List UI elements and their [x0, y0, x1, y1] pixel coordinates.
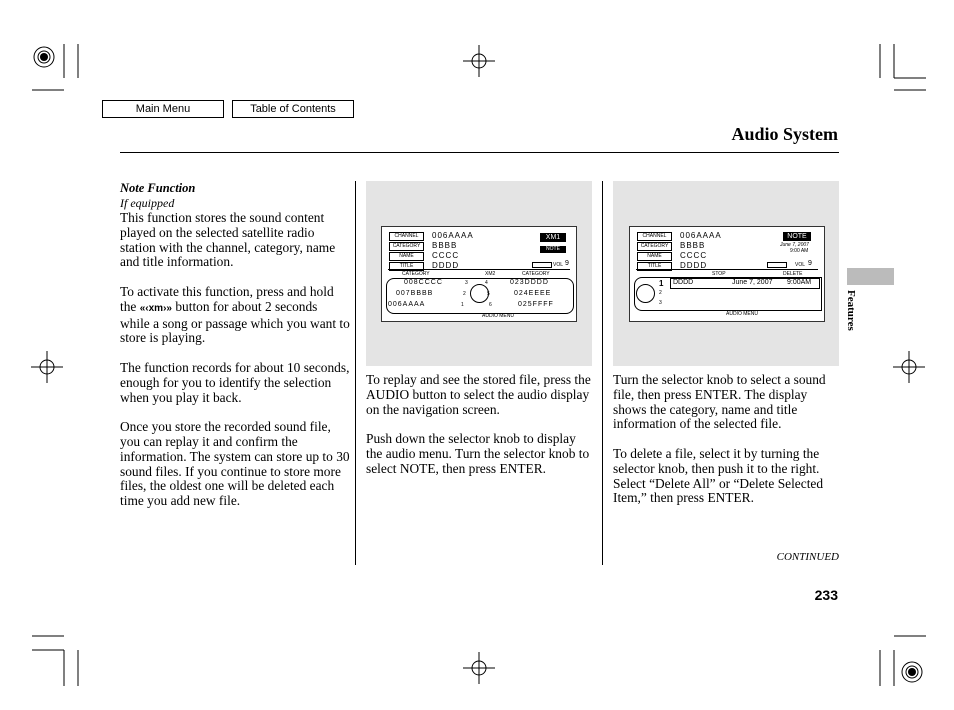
paragraph-part: To activate this function, press and hold the: [120, 283, 334, 314]
paragraph: Turn the selector knob to select a sound file, then press ENTER. The display shows the category, name and title information of the selected file.: [613, 372, 826, 432]
volume-value: 9: [565, 260, 569, 267]
paragraph: Push down the selector knob to display the audio menu. Turn the selector knob to select NOTE, then press ENTER.: [366, 431, 590, 476]
channel-value: 006AAAA: [680, 231, 722, 240]
title-label: TITLE: [389, 262, 424, 271]
stop-control[interactable]: STOP: [712, 271, 726, 277]
table-of-contents-button[interactable]: Table of Contents: [232, 100, 354, 118]
paragraph: Once you store the recorded sound file, you can replay it and confirm the information. The system can store up to 30 sound files. If you continue to store more files, the oldest one will be deleted each time you add new file.: [120, 419, 350, 509]
selected-file-title: DDDD: [673, 279, 694, 286]
preset-text[interactable]: 006AAAA: [388, 301, 426, 308]
audio-display-screen: [381, 226, 577, 322]
section-subheading: If equipped: [120, 196, 175, 210]
col1-text: [120, 211, 350, 524]
selected-file-time: 9:00AM: [787, 279, 812, 286]
channel-label: CHANNEL: [389, 232, 424, 241]
selector-knob[interactable]: [636, 284, 655, 303]
file-number: 1: [659, 279, 664, 288]
header-rule: [120, 152, 839, 153]
preset-number: 1: [461, 302, 464, 308]
category-value: BBBB: [680, 241, 706, 250]
note-badge: NOTE: [783, 232, 811, 241]
volume-value: 9: [808, 260, 812, 267]
continued-label: CONTINUED: [776, 551, 839, 563]
file-number: 3: [659, 300, 662, 306]
section-label: Features: [845, 290, 857, 331]
category-next[interactable]: CATEGORY: [522, 271, 550, 277]
volume-label: VOL: [795, 262, 806, 268]
category-value: BBBB: [432, 241, 458, 250]
name-label: NAME: [389, 252, 424, 261]
preset-text[interactable]: 023DDDD: [510, 279, 549, 286]
column-divider: [602, 181, 603, 565]
paragraph: [120, 285, 350, 346]
page-title: Audio System: [731, 124, 838, 144]
category-label: CATEGORY: [637, 242, 672, 251]
column-divider: [355, 181, 356, 565]
title-value: DDDD: [680, 261, 708, 270]
channel-value: 006AAAA: [432, 231, 474, 240]
channel-label: CHANNEL: [637, 232, 672, 241]
title-value: DDDD: [432, 261, 460, 270]
preset-text[interactable]: 008CCCC: [404, 279, 443, 286]
preset-number: 4: [485, 280, 488, 286]
volume-bar: [532, 262, 552, 268]
recorded-time: 9:00 AM: [790, 248, 809, 254]
paragraph: This function stores the sound content played on the selected satellite radio station with the channel, category, name and title information.: [120, 210, 336, 270]
section-tab: [847, 268, 894, 285]
paragraph: To replay and see the stored file, press the AUDIO button to select the audio display on the navigation screen.: [366, 372, 591, 417]
title-label: TITLE: [637, 262, 672, 271]
note-display-screen: [629, 226, 825, 322]
band-badge: XM1: [540, 233, 566, 242]
xm-button-icon: «‹xm›»: [139, 302, 172, 314]
file-number: 2: [659, 290, 662, 296]
preset-number: 2: [463, 291, 466, 297]
recorded-date: June 7, 2007: [780, 242, 809, 248]
divider: [636, 269, 818, 270]
name-value: CCCC: [432, 251, 460, 260]
preset-text[interactable]: 025FFFF: [518, 301, 554, 308]
preset-text[interactable]: 024EEEE: [514, 290, 552, 297]
preset-text[interactable]: 007BBBB: [396, 290, 434, 297]
note-badge: NOTE: [540, 246, 566, 253]
preset-number: 6: [489, 302, 492, 308]
volume-label: VOL: [553, 262, 564, 268]
section-heading: Note Function: [120, 181, 196, 195]
volume-bar: [767, 262, 787, 268]
paragraph: The function records for about 10 seconds, enough for you to identify the selection when you play it back.: [120, 359, 350, 405]
category-prev[interactable]: CATEGORY: [402, 271, 430, 277]
selected-file-date: June 7, 2007: [732, 279, 773, 286]
name-label: NAME: [637, 252, 672, 261]
paragraph-part: button for about 2 seconds while a song or passage which you want to store is playing.: [120, 298, 350, 346]
band-xm2[interactable]: XM2: [485, 271, 496, 277]
audio-menu-label[interactable]: AUDIO MENU: [482, 313, 514, 319]
category-bar: [388, 269, 570, 270]
preset-number: 3: [465, 280, 468, 286]
col2-text: [366, 373, 592, 491]
preset-number: 5: [487, 291, 490, 297]
audio-menu-label[interactable]: AUDIO MENU: [726, 311, 758, 317]
col3-text: [613, 373, 839, 521]
paragraph: To delete a file, select it by turning the selector knob, then push it to the right. Select “Delete All” or “Delete Selected Item,” then press ENTER.: [613, 445, 824, 506]
name-value: CCCC: [680, 251, 708, 260]
category-label: CATEGORY: [389, 242, 424, 251]
delete-control[interactable]: DELETE: [783, 271, 803, 277]
main-menu-button[interactable]: Main Menu: [102, 100, 224, 118]
page-number: 233: [814, 587, 838, 603]
